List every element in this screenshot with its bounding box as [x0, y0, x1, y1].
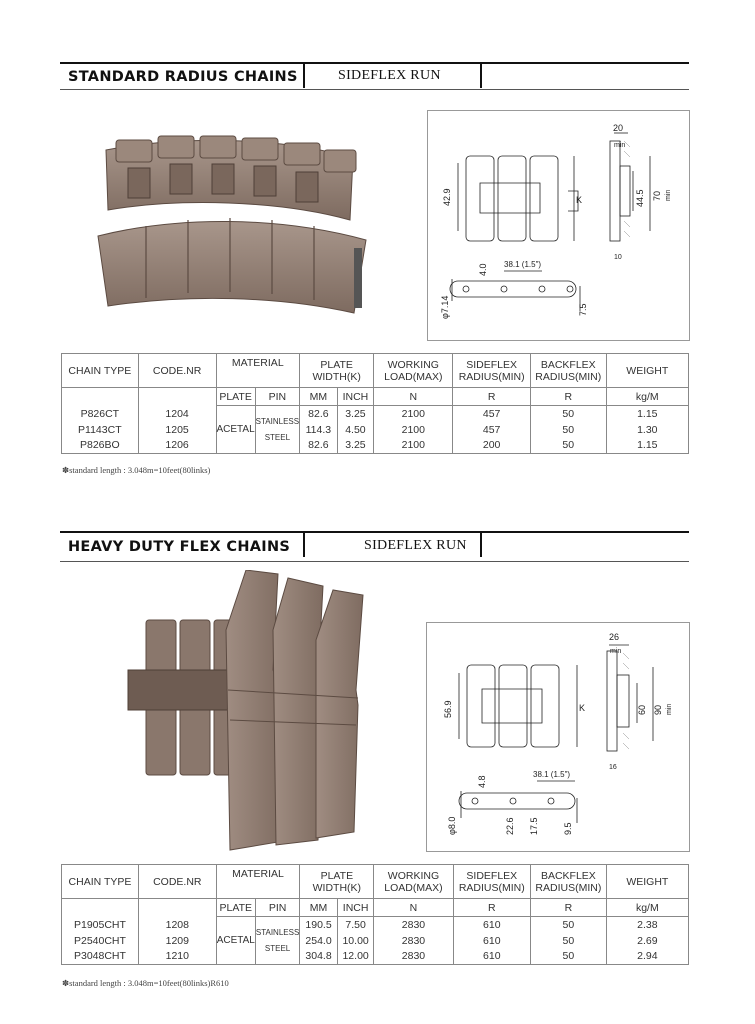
svg-text:90: 90	[653, 704, 663, 715]
svg-text:60: 60	[637, 704, 647, 715]
header-r-side: R	[453, 899, 531, 917]
svg-text:38.1 (1.5"): 38.1 (1.5")	[504, 260, 542, 269]
svg-text:9.5: 9.5	[563, 822, 573, 835]
header-kgm: kg/M	[606, 388, 688, 406]
svg-text:4.8: 4.8	[477, 775, 487, 788]
technical-drawing	[427, 110, 690, 341]
svg-text:4.0: 4.0	[478, 263, 488, 276]
footnote: ✽standard length : 3.048m=10feet(80links)	[62, 465, 211, 475]
material-pin: STAINLESS STEEL	[255, 406, 299, 454]
section-subtitle: SIDEFLEX RUN	[338, 68, 441, 83]
header-chain-type: CHAIN TYPE	[62, 865, 139, 899]
technical-drawing	[426, 622, 690, 852]
table-row: P826CT 1204 ACETAL STAINLESS STEEL 82.6 3.25 2100 457 50 1.15	[62, 406, 689, 422]
header-inch: INCH	[337, 388, 374, 406]
svg-text:φ8.0: φ8.0	[447, 816, 457, 835]
material-pin: STAINLESS STEEL	[255, 917, 299, 965]
header-sideflex: SIDEFLEX RADIUS(MIN)	[453, 865, 531, 899]
table-row: P2540CHT 1209 254.0 10.00 2830 610 50 2.69	[62, 933, 689, 949]
header-plate: PLATE	[216, 899, 255, 917]
header-mm: MM	[300, 388, 338, 406]
header-pin: PIN	[255, 899, 299, 917]
header-n: N	[374, 899, 453, 917]
material-plate: ACETAL	[216, 917, 255, 965]
header-plate-width: PLATE WIDTH(K)	[300, 354, 374, 388]
header-weight: WEIGHT	[606, 865, 688, 899]
header-kgm: kg/M	[606, 899, 688, 917]
chain-photo	[88, 128, 378, 323]
chain-photo	[118, 570, 368, 855]
svg-text:70: 70	[652, 190, 662, 201]
table-row: P826BO 1206 82.6 3.25 2100 200 50 1.15	[62, 438, 689, 454]
header-code: CODE.NR	[138, 865, 216, 899]
svg-text:K: K	[579, 703, 586, 713]
header-weight: WEIGHT	[606, 354, 688, 388]
svg-text:min: min	[610, 648, 622, 655]
svg-text:44.5: 44.5	[635, 189, 645, 207]
header-sideflex: SIDEFLEX RADIUS(MIN)	[453, 354, 531, 388]
svg-text:16: 16	[609, 764, 617, 771]
section-subtitle: SIDEFLEX RUN	[364, 538, 467, 553]
table-row: P1143CT 1205 114.3 4.50 2100 457 50 1.30	[62, 422, 689, 438]
header-r-side: R	[453, 388, 531, 406]
section-title: STANDARD RADIUS CHAINS	[68, 69, 298, 85]
header-plate: PLATE	[216, 388, 255, 406]
header-r-back: R	[531, 899, 607, 917]
header-mm: MM	[300, 899, 338, 917]
header-backflex: BACKFLEX RADIUS(MIN)	[531, 865, 607, 899]
svg-text:56.9: 56.9	[443, 700, 453, 718]
svg-text:φ7.14: φ7.14	[440, 295, 450, 319]
header-material: MATERIAL	[216, 865, 300, 899]
header-chain-type: CHAIN TYPE	[62, 354, 139, 388]
header-backflex: BACKFLEX RADIUS(MIN)	[530, 354, 606, 388]
section-title: HEAVY DUTY FLEX CHAINS	[68, 539, 291, 555]
header-working-load: WORKING LOAD(MAX)	[374, 865, 453, 899]
header-inch: INCH	[337, 899, 374, 917]
svg-text:7.5: 7.5	[578, 303, 588, 316]
header-working-load: WORKING LOAD(MAX)	[374, 354, 453, 388]
header-pin: PIN	[255, 388, 299, 406]
svg-text:10: 10	[614, 254, 622, 261]
table-row: P1905CHT 1208 ACETAL STAINLESS STEEL 190.5 7.50 2830 610 50 2.38	[62, 917, 689, 933]
header-material: MATERIAL	[216, 354, 300, 388]
svg-text:22.6: 22.6	[505, 817, 515, 835]
svg-text:17.5: 17.5	[529, 817, 539, 835]
table-row: P3048CHT 1210 304.8 12.00 2830 610 50 2.94	[62, 949, 689, 965]
material-plate: ACETAL	[216, 406, 255, 454]
svg-text:26: 26	[609, 632, 620, 642]
header-n: N	[374, 388, 453, 406]
header-r-back: R	[530, 388, 606, 406]
svg-text:min: min	[614, 142, 626, 149]
svg-text:20: 20	[613, 123, 624, 133]
svg-text:42.9: 42.9	[442, 188, 452, 206]
spec-table	[61, 864, 689, 965]
header-code: CODE.NR	[138, 354, 216, 388]
svg-text:min: min	[666, 703, 673, 715]
spec-table	[61, 353, 689, 454]
svg-text:min: min	[665, 189, 672, 201]
footnote: ✽standard length : 3.048m=10feet(80links)R610	[62, 978, 229, 988]
svg-text:K: K	[576, 195, 583, 205]
svg-text:38.1 (1.5"): 38.1 (1.5")	[533, 770, 571, 779]
header-plate-width: PLATE WIDTH(K)	[300, 865, 374, 899]
